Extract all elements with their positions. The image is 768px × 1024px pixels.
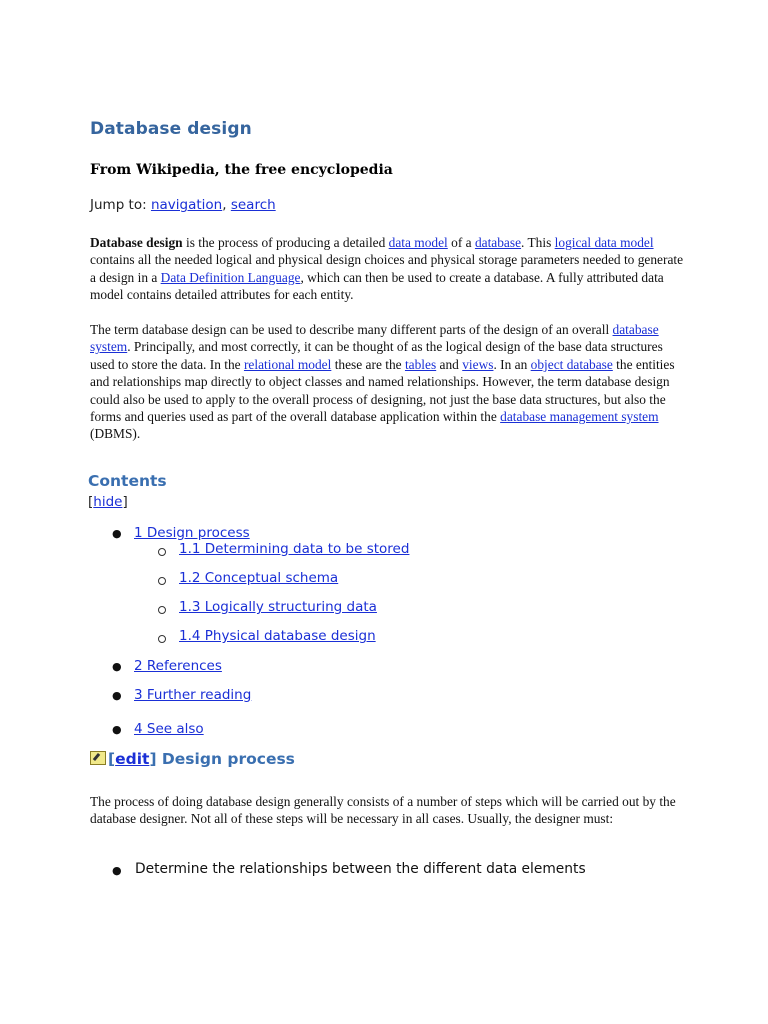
toc-item-logically-structuring[interactable]: 1.3 Logically structuring data [179, 599, 377, 615]
toc-title: Contents [88, 472, 167, 490]
text-run: . In an [493, 356, 531, 372]
text-run: the entities and relationships map directly to object classes and named relationships. However, the term database design could also be used to apply to the overall process of designing, not just the base data structures, but also the forms and queries used as part of the overall database application within the [90, 356, 675, 425]
text-run: of a [447, 235, 475, 250]
toc-hide-link[interactable]: hide [93, 494, 123, 510]
text-run: and [436, 356, 463, 372]
section-paragraph: The process of doing database design generally consists of a number of steps which will be carried out by the database designer. Not all of these steps will be necessary in all cases. Usually, the designer must: [90, 794, 676, 827]
toc-item-further-reading[interactable]: 3 Further reading [134, 687, 252, 703]
text-run: . Principally, and most correctly, it can be thought of as the logical design of the base data structures used to store the data. In the [90, 339, 663, 372]
text-run: is the process of producing a detailed [182, 235, 389, 250]
ddl-link[interactable]: Data Definition Language [160, 269, 301, 285]
text-run: (DBMS). [90, 426, 141, 442]
section-edit-link[interactable]: edit [115, 750, 150, 768]
text-run: The term database design can be used to describe many different parts of the design of an overall [90, 322, 613, 337]
text-run: , which can then be used to create a database. A fully attributed data model contains detailed attributes for each entity. [90, 269, 664, 303]
section-bullet-item: Determine the relationships between the different data elements [135, 861, 586, 877]
relational-model-link[interactable]: relational model [243, 356, 332, 372]
bracket-open: [ [108, 750, 116, 768]
section-heading-design-process [90, 750, 295, 768]
intro-paragraph-1 [90, 234, 686, 304]
toc-item-conceptual-schema[interactable]: 1.2 Conceptual schema [179, 570, 339, 586]
data-model-link[interactable]: data model [388, 235, 448, 250]
database-system-link[interactable]: database system [90, 322, 659, 355]
bullet-dot-icon: ● [112, 527, 122, 540]
jump-to [90, 197, 276, 213]
bullet-dot-icon: ● [112, 660, 122, 673]
toc-hide-toggle [88, 494, 128, 510]
database-link[interactable]: database [474, 235, 522, 250]
toc-item-determining-data[interactable]: 1.1 Determining data to be stored [179, 541, 410, 557]
toc-item-design-process[interactable]: 1 Design process [134, 525, 250, 541]
hollow-circle-icon [158, 577, 166, 585]
dbms-link[interactable]: database management system [500, 409, 659, 425]
search-link[interactable]: search [230, 197, 276, 213]
bullet-dot-icon: ● [112, 864, 122, 877]
section-title: Design process [156, 750, 295, 768]
text-run: . This [521, 235, 555, 250]
toc-item-see-also[interactable]: 4 See also [134, 721, 204, 737]
logical-data-model-link[interactable]: logical data model [554, 235, 654, 250]
toc-item-physical-design[interactable]: 1.4 Physical database design [179, 628, 376, 644]
intro-paragraph-2 [90, 321, 686, 443]
term-bold: Database design [90, 235, 183, 250]
jump-to-label: Jump to: [90, 197, 151, 213]
jump-to-separator: , [222, 197, 231, 213]
tables-link[interactable]: tables [404, 356, 437, 372]
views-link[interactable]: views [462, 356, 494, 372]
hollow-circle-icon [158, 548, 166, 556]
text-run: contains all the needed logical and physical design choices and physical storage parameters needed to generate a design in a [90, 252, 684, 285]
bracket-open: [ [88, 494, 94, 510]
edit-pencil-icon[interactable] [90, 751, 106, 765]
bracket-close: ] [122, 494, 128, 510]
page-title: Database design [90, 119, 252, 139]
text-run: these are the [331, 356, 405, 372]
bullet-dot-icon: ● [112, 689, 122, 702]
page-subtitle: From Wikipedia, the free encyclopedia [90, 162, 393, 178]
hollow-circle-icon [158, 635, 166, 643]
object-database-link[interactable]: object database [530, 356, 613, 372]
bullet-dot-icon: ● [112, 723, 122, 736]
hollow-circle-icon [158, 606, 166, 614]
toc-item-references[interactable]: 2 References [134, 658, 222, 674]
bracket-close: ] [149, 750, 157, 768]
navigation-link[interactable]: navigation [150, 197, 223, 213]
